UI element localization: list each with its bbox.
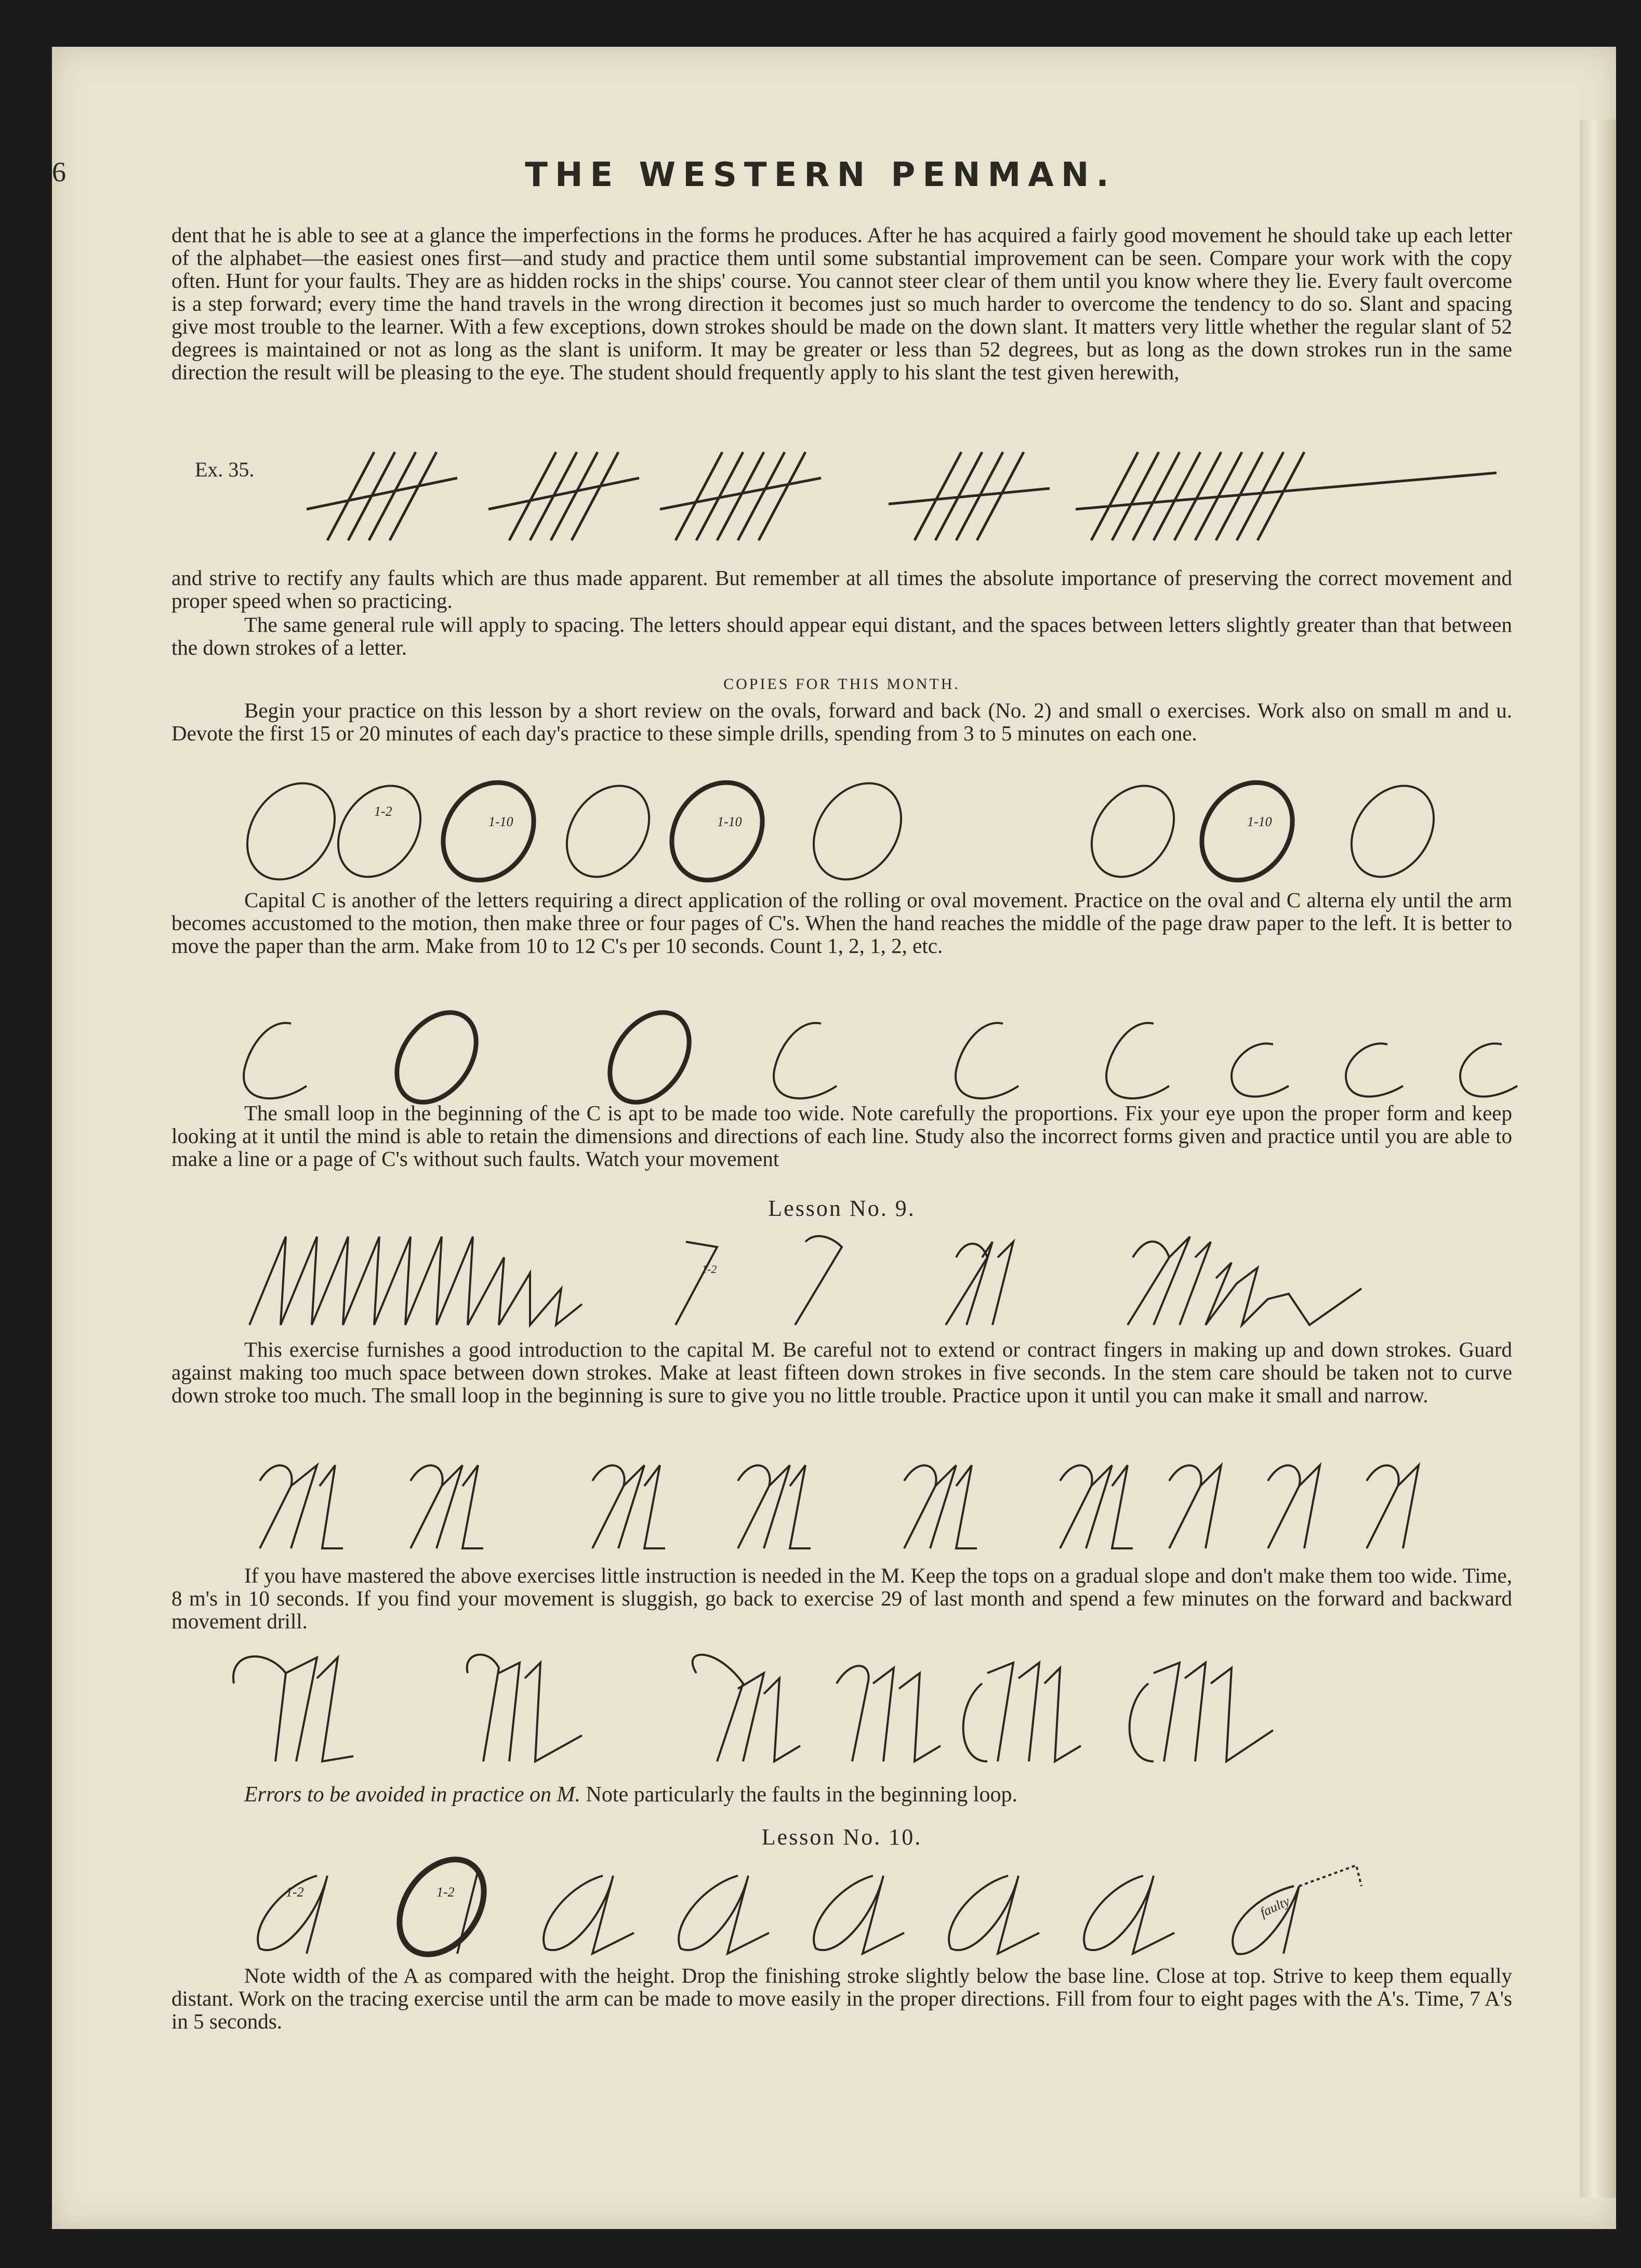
paragraph-capital-a: Note width of the A as compared with the height. Drop the finishing stroke slightly below the base line. Close at top. Strive to keep them equally distant. Work on the tracing exercise until the arm can be made to move easily in the proper directions. Fill from four to eight pages with the A's. Time, 7 A's in 5 seconds.: [171, 1964, 1512, 2033]
page-number: 6: [52, 156, 66, 188]
slant-strokes-drawing: [218, 442, 1549, 546]
paragraph-intro: dent that he is able to see at a glance the imperfections in the forms he produces. After he has acquired a fairly good movement he should take up each letter of the alphabet—the easiest ones first—and study and practice them until some substantial improvement can be seen. Compare your work with the copy often. Hunt for your faults. They are as hidden rocks in the ships' course. You cannot steer clear of them until you know where they lie. Every fault overcome is a step forward; every time the hand travels in the wrong direction it becomes just so much harder to overcome the tendency to do so. Slant and spacing give most trouble to the learner. With a few exceptions, down strokes should be made on the down slant. It matters very little whether the regular slant of 52 degrees is maintained or not as long as the slant is uniform. It may be greater or less than 52 degrees, but as long as the down strokes run in the same direction the result will be pleasing to the eye. The student should frequently apply to his slant the test given herewith,: [171, 223, 1512, 384]
errors-caption-italic: Errors to be avoided in practice on M.: [244, 1783, 581, 1807]
paragraph-mastered: If you have mastered the above exercises little instruction is needed in the M. Keep the tops on a gradual slope and don't make them too wide. Time, 8 m's in 10 seconds. If you find your movement is sluggish, go back to exercise 29 of last month and spend a few minutes on the forward and backward movement drill.: [171, 1563, 1512, 1633]
capital-c-specimen: [218, 1003, 1549, 1112]
copies-heading: COPIES FOR THIS MONTH.: [723, 675, 960, 693]
count-label: 1-2: [286, 1885, 304, 1900]
paragraph-rectify: and strive to rectify any faults which are thus made apparent. But remember at all times the absolute importance of preserving the correct movement and proper speed when so practicing.: [171, 566, 1512, 613]
count-label: 1-10: [1247, 814, 1272, 829]
count-label: 1-10: [488, 814, 513, 829]
faulty-label: faulty: [1258, 1893, 1292, 1920]
m-errors-drawing: [218, 1642, 1549, 1777]
lesson-9-heading: Lesson No. 9.: [768, 1196, 916, 1221]
errors-caption: [244, 1782, 1512, 1807]
count-label: 1-2: [436, 1885, 455, 1900]
lesson-10-heading: Lesson No. 10.: [761, 1824, 922, 1850]
count-label: 1-2: [374, 804, 392, 819]
errors-caption-rest: Note particularly the faults in the beginning loop.: [580, 1783, 1017, 1807]
m-errors-specimen: [218, 1642, 1549, 1777]
paragraph-capital-c: Capital C is another of the letters requiring a direct application of the rolling or oval movement. Practice on the oval and C alterna ely until the arm becomes accustomed to the motion, then make three or four pages of C's. When the hand reaches the middle of the page draw paper to the left. It is better to move the paper than the arm. Make from 10 to 12 C's per 10 seconds. Count 1, 2, 1, 2, etc.: [171, 888, 1512, 958]
capital-c-drawing: [218, 1003, 1549, 1112]
paragraph-spacing: The same general rule will apply to spacing. The letters should appear equi distant, and the spaces between letters slightly greater than that between the down strokes of a letter.: [171, 613, 1512, 659]
count-label: 1-2: [702, 1263, 717, 1276]
exercise-label: Ex. 35.: [195, 458, 255, 481]
paragraph-capital-m-intro: This exercise furnishes a good introduction to the capital M. Be careful not to extend or contract fingers in making up and down strokes. Guard against making too much space between down strokes. Make at least fifteen down strokes in five seconds. In the stem care should be taken not to curve down stroke too much. The small loop in the beginning is sure to give you no little trouble. Practice upon it until you can make it small and narrow.: [171, 1337, 1512, 1407]
capital-m-specimen: [218, 1450, 1549, 1554]
count-label: 1-10: [717, 814, 742, 829]
capital-a-drawing: [218, 1855, 1549, 1959]
oval-drills-drawing: [218, 774, 1549, 888]
page-edge: [1580, 120, 1616, 2198]
paragraph-begin-practice: Begin your practice on this lesson by a short review on the ovals, forward and back (No. 2) and small o exercises. Work also on small m and u. Devote the first 15 or 20 minutes of each day's practice to these simple drills, spending from 3 to 5 minutes on each one.: [171, 698, 1512, 745]
m-exercise-drawing: [218, 1226, 1549, 1330]
capital-m-drawing: [218, 1450, 1549, 1554]
oval-drill-specimen: [218, 774, 1549, 888]
capital-a-specimen: [218, 1855, 1549, 1959]
paragraph-small-loop: The small loop in the beginning of the C is apt to be made too wide. Note carefully the proportions. Fix your eye upon the proper form and keep looking at it until the mind is able to retain the dimensions and directions of each line. Study also the incorrect forms given and practice until you are able to make a line or a page of C's without such faults. Watch your movement: [171, 1101, 1512, 1171]
capital-m-exercise-specimen: [218, 1226, 1549, 1330]
slant-test-specimen: [218, 442, 1549, 546]
page-title: THE WESTERN PENMAN.: [525, 156, 1116, 194]
